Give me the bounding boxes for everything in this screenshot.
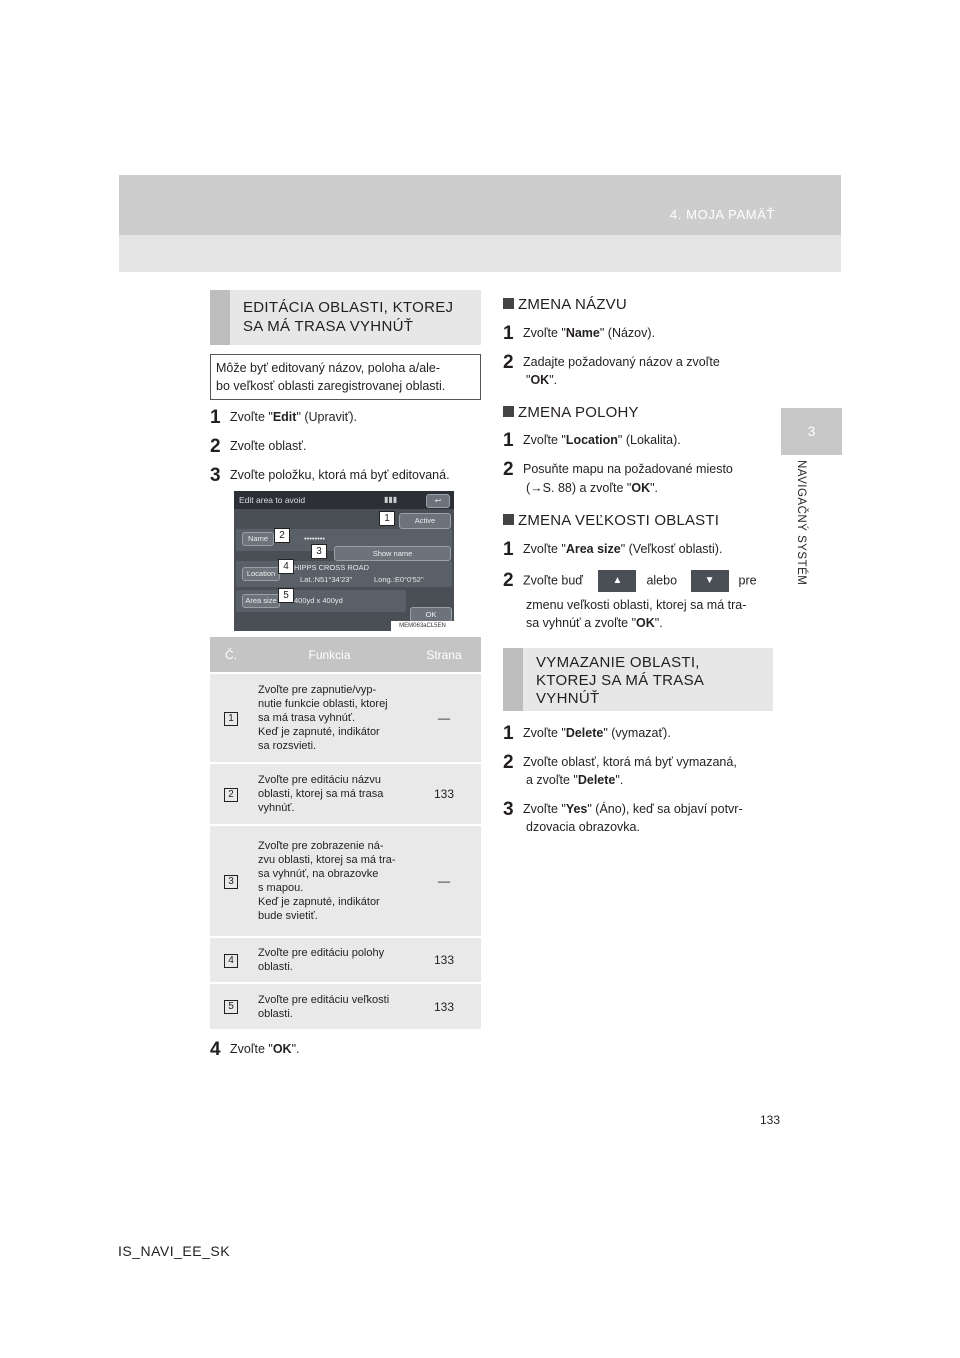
section-title-line1: EDITÁCIA OBLASTI, KTOREJ (243, 299, 454, 316)
info-note: Môže byť editovaný názov, poloha a/ale- bo veľkosť oblasti zaregistrovanej oblasti. (210, 354, 481, 400)
table-row (210, 763, 481, 825)
step-delete-3-cont: dzovacia obrazovka. (526, 820, 640, 834)
step-name-2: 2 Zadajte požadovaný názov a zvoľte (503, 352, 720, 373)
heading-name-change: ZMENA NÁZVU (503, 296, 627, 313)
row-page: 133 (407, 763, 481, 825)
ok-button: OK (410, 607, 452, 622)
row-function: Zvoľte pre zobrazenie ná- zvu oblasti, ktorej sa má tra- sa vyhnúť, na obrazovke s mapou. Keď je zapnuté, indikátor bude svietiť. (252, 825, 407, 937)
row-number: 2 (224, 788, 238, 802)
row-page: — (407, 673, 481, 763)
step-delete-2: 2 Zvoľte oblasť, ktorá má byť vymazaná, (503, 752, 737, 773)
area-size-value: 400yd x 400yd (294, 596, 343, 605)
step-name-2-cont: "OK". (526, 373, 558, 387)
row-number: 5 (224, 1000, 238, 1014)
chapter-title: 4. MOJA PAMÄŤ (669, 207, 775, 222)
step-edit-1: 1 Zvoľte "Edit" (Upraviť). (210, 407, 357, 428)
step-delete-2-cont: a zvoľte "Delete". (526, 773, 624, 787)
step-location-1: 1 Zvoľte "Location" (Lokalita). (503, 430, 681, 451)
row-page: 133 (407, 937, 481, 983)
heading-location-change: ZMENA POLOHY (503, 404, 639, 421)
signal-icon: ▮▮▮ (384, 495, 398, 504)
table-row (210, 825, 481, 937)
callout-1: 1 (379, 511, 395, 526)
step-name-1: 1 Zvoľte "Name" (Názov). (503, 323, 656, 344)
row-page: — (407, 825, 481, 937)
function-table (210, 637, 481, 1029)
row-function: Zvoľte pre editáciu polohy oblasti. (252, 937, 407, 983)
row-function: Zvoľte pre editáciu veľkosti oblasti. (252, 983, 407, 1029)
latitude: Lat.:N51°34'23" (300, 575, 353, 584)
active-button: Active (399, 513, 451, 529)
back-button-icon: ↩ (426, 494, 450, 508)
side-tab-label: NAVIGAČNÝ SYSTÉM (795, 460, 807, 586)
name-button: Name (242, 532, 274, 546)
name-value: •••••••• (304, 534, 326, 543)
step-edit-4: 4 Zvoľte "OK". (210, 1039, 300, 1060)
location-value: HIPPS CROSS ROAD (294, 563, 370, 572)
screen-image (234, 491, 454, 631)
page-number: 133 (760, 1113, 781, 1127)
step-location-2-cont: (→S. 88) a zvoľte "OK". (526, 481, 659, 495)
step-location-2: 2 Posuňte mapu na požadované miesto (503, 459, 733, 480)
table-header-row (210, 637, 481, 673)
row-function: Zvoľte pre editáciu názvu oblasti, ktorej sa má trasa vyhnúť. (252, 763, 407, 825)
section-heading-edit (210, 290, 481, 345)
table-row (210, 673, 481, 763)
row-page: 133 (407, 983, 481, 1029)
side-tab-number: 3 (781, 408, 842, 455)
row-number: 4 (224, 954, 238, 968)
col-header-page: Strana (407, 637, 481, 673)
step-delete-1: 1 Zvoľte "Delete" (vymazať). (503, 723, 671, 744)
step-delete-3: 3 Zvoľte "Yes" (Áno), keď sa objaví potvr- (503, 799, 743, 820)
row-number: 3 (224, 875, 238, 889)
row-function: Zvoľte pre zapnutie/vyp- nutie funkcie oblasti, ktorej sa má trasa vyhnúť. Keď je zapnuté, indikátor sa rozsvieti. (252, 673, 407, 763)
callout-2: 2 (274, 528, 290, 543)
screen-caption: MEM063aCL5EN (391, 621, 454, 631)
step-edit-3: 3 Zvoľte položku, ktorá má byť editovaná. (210, 465, 450, 486)
table-row (210, 983, 481, 1029)
header-band-lower (119, 235, 841, 272)
footer-code: IS_NAVI_EE_SK (118, 1243, 231, 1259)
table-row (210, 937, 481, 983)
area-size-button: Area size (242, 594, 280, 608)
size-down-button-icon: ▼ (691, 570, 729, 592)
show-name-button: Show name (334, 546, 451, 561)
step-size-2: 2 Zvoľte buď ▲ alebo ▼ pre (503, 570, 757, 592)
step-size-1: 1 Zvoľte "Area size" (Veľkosť oblasti). (503, 539, 723, 560)
section-heading-delete: VYMAZANIE OBLASTI, KTOREJ SA MÁ TRASA VYHNÚŤ (503, 648, 773, 711)
size-up-button-icon: ▲ (598, 570, 636, 592)
heading-size-change: ZMENA VEĽKOSTI OBLASTI (503, 512, 719, 529)
longitude: Long.:E0°0'52" (374, 575, 424, 584)
callout-5: 5 (278, 588, 294, 603)
screen-title: Edit area to avoid (234, 491, 454, 509)
step-edit-2: 2 Zvoľte oblasť. (210, 436, 307, 457)
section-title-line2: SA MÁ TRASA VYHNÚŤ (243, 318, 414, 335)
location-button: Location (242, 567, 280, 581)
callout-3: 3 (311, 544, 327, 559)
header-band (119, 175, 841, 235)
col-header-function: Funkcia (252, 637, 407, 673)
callout-4: 4 (278, 559, 294, 574)
col-header-num: Č. (210, 637, 252, 673)
step-size-2-cont: zmenu veľkosti oblasti, ktorej sa má tra- sa vyhnúť a zvoľte "OK". (526, 598, 747, 630)
row-number: 1 (224, 712, 238, 726)
